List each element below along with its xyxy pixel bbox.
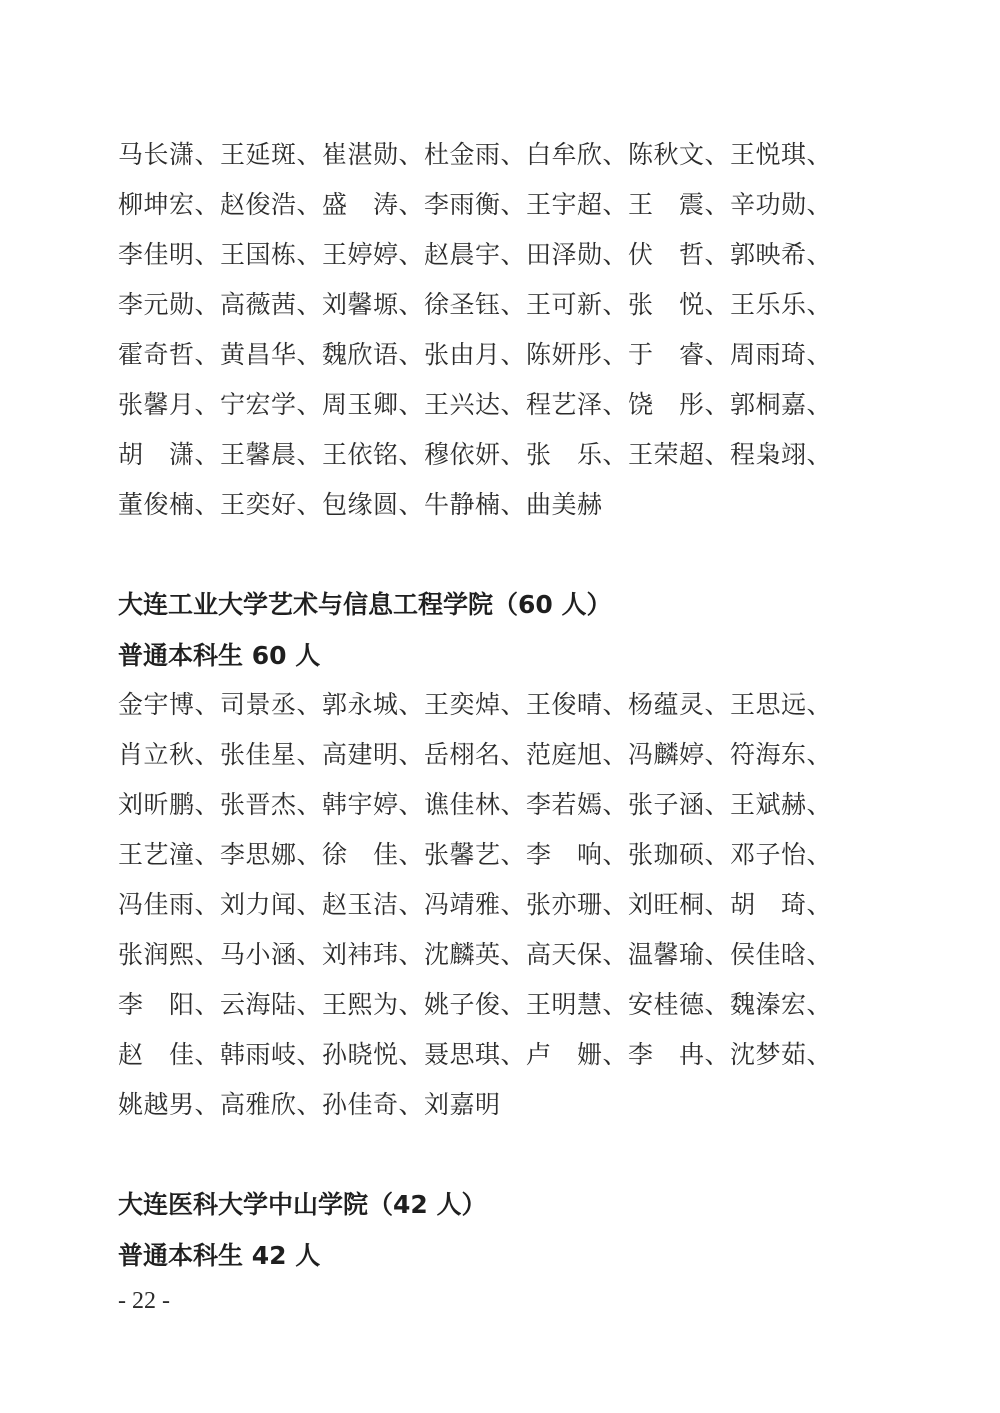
name-list-continued: [118, 130, 888, 530]
student-category-heading: 普通本科生 60 人: [118, 641, 321, 670]
name-line: 胡 潇、王馨晨、王依铭、穆依妍、张 乐、王荣超、程枭翊、: [118, 440, 833, 469]
name-line: 肖立秋、张佳星、高建明、岳栩名、范庭旭、冯麟婷、符海东、: [118, 740, 833, 769]
name-list: [118, 680, 888, 1130]
name-line: 姚越男、高雅欣、孙佳奇、刘嘉明: [118, 1090, 501, 1119]
name-line: 董俊楠、王奕好、包缘圆、牛静楠、曲美赫: [118, 490, 603, 519]
name-line: 刘昕鹏、张晋杰、韩宇婷、谯佳林、李若嫣、张子涵、王斌赫、: [118, 790, 833, 819]
name-line: 霍奇哲、黄昌华、魏欣语、张由月、陈妍彤、于 睿、周雨琦、: [118, 340, 833, 369]
institution-heading: 大连工业大学艺术与信息工程学院（60 人）: [118, 590, 612, 619]
name-line: 马长潇、王延斑、崔湛勋、杜金雨、白牟欣、陈秋文、王悦琪、: [118, 140, 833, 169]
name-line: 张馨月、宁宏学、周玉卿、王兴达、程艺泽、饶 彤、郭桐嘉、: [118, 390, 833, 419]
name-line: 李 阳、云海陆、王熙为、姚子俊、王明慧、安桂德、魏溱宏、: [118, 990, 833, 1019]
name-line: 柳坤宏、赵俊浩、盛 涛、李雨衡、王宇超、王 震、辛功勋、: [118, 190, 833, 219]
name-line: 张润熙、马小涵、刘袆玮、沈麟英、高天保、温馨瑜、侯佳晗、: [118, 940, 833, 969]
name-line: 赵 佳、韩雨岐、孙晓悦、聂思琪、卢 姗、李 冉、沈梦茹、: [118, 1040, 833, 1069]
name-line: 金宇博、司景丞、郭永城、王奕焯、王俊晴、杨蕴灵、王思远、: [118, 690, 833, 719]
page-number: - 22 -: [118, 1288, 170, 1314]
student-category-heading: 普通本科生 42 人: [118, 1241, 321, 1270]
name-line: 冯佳雨、刘力闻、赵玉洁、冯靖雅、张亦珊、刘旺桐、胡 琦、: [118, 890, 833, 919]
name-line: 李佳明、王国栋、王婷婷、赵晨宇、田泽勋、伏 哲、郭映希、: [118, 240, 833, 269]
name-line: 李元勋、高薇茜、刘馨塬、徐圣钰、王可新、张 悦、王乐乐、: [118, 290, 833, 319]
institution-heading: 大连医科大学中山学院（42 人）: [118, 1190, 487, 1219]
name-line: 王艺潼、李思娜、徐 佳、张馨艺、李 响、张珈硕、邓子怡、: [118, 840, 833, 869]
